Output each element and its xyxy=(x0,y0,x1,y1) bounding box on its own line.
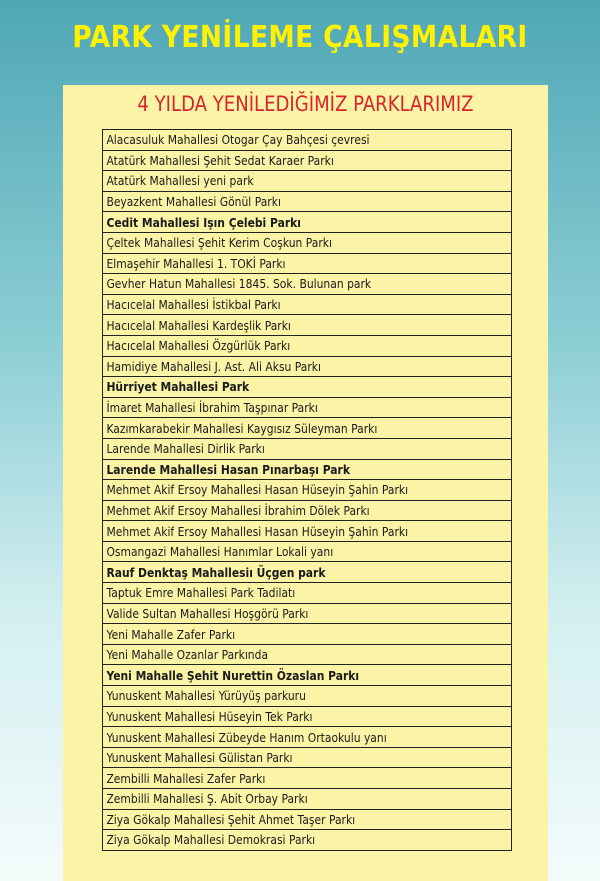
table-row xyxy=(103,686,511,707)
park-name: Mehmet Akif Ersoy Mahallesi Hasan Hüseyin Şahin Parkı xyxy=(106,523,409,539)
park-name: Zembilli Mahallesi Ş. Abit Orbay Parkı xyxy=(106,791,308,807)
table-row xyxy=(103,768,511,789)
table-row xyxy=(103,357,511,378)
table-row xyxy=(103,542,511,563)
table-row xyxy=(103,295,511,316)
table-row xyxy=(103,665,511,686)
table-row xyxy=(103,501,511,522)
table-row xyxy=(103,336,511,357)
table-row xyxy=(103,624,511,645)
table-row xyxy=(103,748,511,769)
table-row xyxy=(103,254,511,275)
park-name: Cedit Mahallesi Işın Çelebi Parkı xyxy=(106,214,301,230)
park-name: Larende Mahallesi Hasan Pınarbaşı Park xyxy=(106,461,351,477)
park-name: Mehmet Akif Ersoy Mahallesi İbrahim Dölek Parkı xyxy=(106,502,370,518)
table-row xyxy=(103,398,511,419)
table-row xyxy=(103,604,511,625)
table-row xyxy=(103,130,511,151)
table-row xyxy=(103,830,511,851)
table-row xyxy=(103,707,511,728)
table-row xyxy=(103,274,511,295)
table-row xyxy=(103,562,511,583)
table-row xyxy=(103,460,511,481)
park-name: Hamidiye Mahallesi J. Ast. Ali Aksu Parkı xyxy=(106,358,322,374)
park-name: Atatürk Mahallesi Şehit Sedat Karaer Parkı xyxy=(106,152,334,168)
table-row xyxy=(103,645,511,666)
park-name: Elmaşehir Mahallesi 1. TOKİ Parkı xyxy=(106,255,286,271)
park-name: Kazımkarabekir Mahallesi Kaygısız Süleyman Parkı xyxy=(106,420,378,436)
table-row xyxy=(103,439,511,460)
park-name: Yeni Mahalle Ozanlar Parkında xyxy=(106,647,269,663)
park-name: Larende Mahallesi Dirlik Parkı xyxy=(106,441,265,457)
park-name: Beyazkent Mahallesi Gönül Parkı xyxy=(106,194,281,210)
park-name: Ziya Gökalp Mahallesi Şehit Ahmet Taşer Parkı xyxy=(106,811,356,827)
table-row xyxy=(103,789,511,810)
table-row xyxy=(103,810,511,831)
table-row xyxy=(103,171,511,192)
park-name: Hacıcelal Mahallesi Kardeşlik Parkı xyxy=(106,317,291,333)
park-name: Mehmet Akif Ersoy Mahallesi Hasan Hüseyin Şahin Parkı xyxy=(106,482,409,498)
park-name: Yeni Mahalle Şehit Nurettin Özaslan Parkı xyxy=(106,667,360,683)
table-row xyxy=(103,727,511,748)
park-name: Rauf Denktaş Mahallesiı Üçgen park xyxy=(106,564,326,580)
park-name: Yunuskent Mahallesi Yürüyüş parkuru xyxy=(106,688,306,704)
parks-table xyxy=(102,129,512,851)
parks-panel xyxy=(63,85,548,881)
park-name: Hürriyet Mahallesi Park xyxy=(106,379,250,395)
park-name: Osmangazi Mahallesi Hanımlar Lokali yanı xyxy=(106,544,334,560)
park-name: Atatürk Mahallesi yeni park xyxy=(106,173,254,189)
park-name: Gevher Hatun Mahallesi 1845. Sok. Bulunan park xyxy=(106,276,372,292)
park-name: Yeni Mahalle Zafer Parkı xyxy=(106,626,236,642)
list-subtitle: 4 YILDA YENİLEDİĞİMİZ PARKLARIMIZ xyxy=(137,92,474,116)
table-row xyxy=(103,212,511,233)
table-row xyxy=(103,418,511,439)
park-name: Taptuk Emre Mahallesi Park Tadilatı xyxy=(106,585,296,601)
table-row xyxy=(103,521,511,542)
table-row xyxy=(103,192,511,213)
park-name: Çeltek Mahallesi Şehit Kerim Coşkun Parkı xyxy=(106,235,333,251)
table-row xyxy=(103,315,511,336)
page-title: PARK YENİLEME ÇALIŞMALARI xyxy=(72,20,528,55)
table-row xyxy=(103,151,511,172)
table-row xyxy=(103,233,511,254)
park-name: Zembilli Mahallesi Zafer Parkı xyxy=(106,770,266,786)
table-row xyxy=(103,480,511,501)
park-name: Ziya Gökalp Mahallesi Demokrasi Parkı xyxy=(106,832,316,848)
park-name: Valide Sultan Mahallesi Hoşgörü Parkı xyxy=(106,605,309,621)
table-row xyxy=(103,377,511,398)
park-name: Hacıcelal Mahallesi Özgürlük Parkı xyxy=(106,338,291,354)
park-name: Yunuskent Mahallesi Hüseyin Tek Parkı xyxy=(106,708,313,724)
table-row xyxy=(103,583,511,604)
park-name: Yunuskent Mahallesi Zübeyde Hanım Ortaokulu yanı xyxy=(106,729,387,745)
park-name: Hacıcelal Mahallesi İstikbal Parkı xyxy=(106,297,281,313)
park-name: İmaret Mahallesi İbrahim Taşpınar Parkı xyxy=(106,400,318,416)
park-name: Yunuskent Mahallesi Gülistan Parkı xyxy=(106,750,293,766)
park-name: Alacasuluk Mahallesi Otogar Çay Bahçesi çevresi xyxy=(106,132,370,148)
